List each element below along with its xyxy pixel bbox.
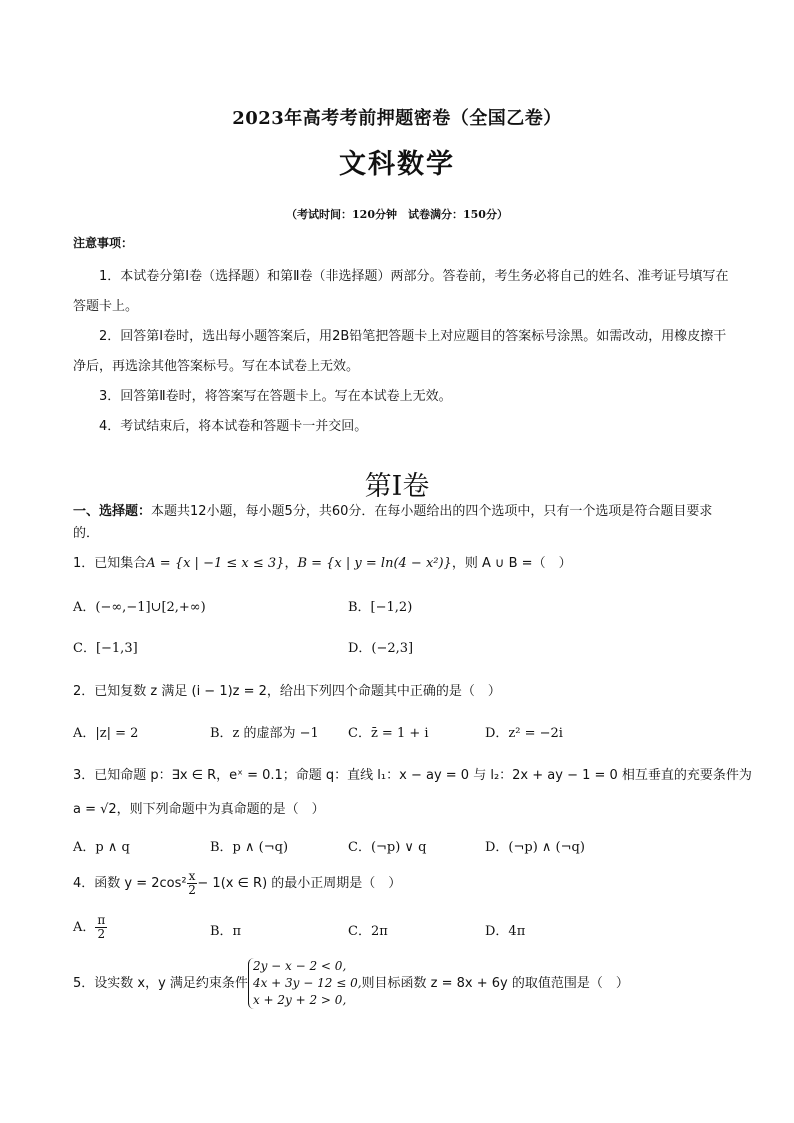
part-heading: 第Ⅰ卷 [364, 471, 430, 502]
option-a: A． $\frac{\pi}{2}$ [73, 913, 106, 941]
option-d: D．4π [485, 924, 526, 939]
option-c: C．z̄ = 1 + i [348, 726, 429, 741]
constraint: x + 2y + 2 > 0, [252, 993, 347, 1007]
option-a: A．(−∞,−1]∪[2,+∞) [73, 600, 206, 615]
option-d: D．(¬p) ∧ (¬q) [485, 840, 585, 855]
question-2-stem: 2．已知复数 z 满足 (i − 1)z = 2，给出下列四个命题其中正确的是（ ） [73, 684, 501, 699]
notice-item: 3．回答第Ⅱ卷时，将答案写在答题卡上。写在本试卷上无效。 [99, 389, 452, 404]
notice-item: 4．考试结束后，将本试卷和答题卡一并交回。 [99, 419, 368, 434]
option-a: A．|z| = 2 [73, 726, 139, 741]
question-4-stem: 4．函数 y = 2cos² $\frac{x}{2}$ − 1(x ∈ R) 的最小正周期是（ ） [73, 869, 402, 897]
exam-title: 2023年高考考前押题密卷（全国乙卷） [232, 108, 562, 129]
section-text: 本题共12小题，每小题5分，共60分．在每小题给出的四个选项中，只有一个选项是符合题目要求的． [73, 504, 713, 541]
set-b: B = {x | y = ln(4 − x²)} [297, 556, 452, 571]
constraint-system [248, 958, 362, 1009]
option-b: B．p ∧ (¬q) [210, 840, 289, 855]
question-3-stem-line2: a = √2，则下列命题中为真命题的是（ ） [73, 802, 325, 817]
fraction: $\frac{\pi}{2}$ [97, 913, 106, 941]
notice-list [73, 262, 733, 442]
constraint: 4x + 3y − 12 ≤ 0, [252, 976, 362, 990]
fraction: $\frac{x}{2}$ [188, 869, 196, 897]
option-a: A．p ∧ q [73, 840, 130, 855]
notice-item: 2．回答第Ⅰ卷时，选出每小题答案后，用2B铅笔把答题卡上对应题目的答案标号涂黑。如需改动，用橡皮擦干净后，再选涂其他答案标号。写在本试卷上无效。 [73, 329, 727, 374]
option-c: C．[−1,3] [73, 641, 138, 656]
constraint: 2y − x − 2 < 0, [252, 959, 347, 973]
option-d: D．z² = −2i [485, 726, 563, 741]
section-lead: 一、选择题： [73, 504, 152, 519]
question-1-stem: 1．已知集合A = {x | −1 ≤ x ≤ 3}，B = {x | y = ln(4 − x²)}，则 A ∪ B =（ ） [73, 556, 572, 571]
option-c: C．2π [348, 924, 388, 939]
option-b: B．[−1,2) [348, 600, 413, 615]
option-b: B．π [210, 924, 242, 939]
option-c: C．(¬p) ∨ q [348, 840, 427, 855]
option-b: B．z 的虚部为 −1 [210, 726, 319, 741]
section-instructions [73, 501, 733, 545]
question-3-stem-line1: 3．已知命题 p：∃x ∈ R，eˣ = 0.1；命题 q：直线 l₁：x − ay = 0 与 l₂：2x + ay − 1 = 0 相互垂直的充要条件为 [73, 768, 752, 783]
set-a: A = {x | −1 ≤ x ≤ 3} [146, 556, 285, 571]
option-d: D．(−2,3] [348, 641, 414, 656]
notice-heading: 注意事项： [73, 236, 134, 250]
subject-title: 文科数学 [339, 149, 455, 180]
question-5-stem: 5．设实数 x，y 满足约束条件 2y − x − 2 < 0, 4x + 3y − 12 ≤ 0, x + 2y + 2 > 0, 则目标函数 z = 8x + 6y 的取值范围是（ ） [73, 959, 629, 1007]
notice-item: 1．本试卷分第Ⅰ卷（选择题）和第Ⅱ卷（非选择题）两部分。答卷前，考生务必将自己的姓名、准考证号填写在答题卡上。 [73, 269, 729, 314]
exam-info: （考试时间：120分钟 试卷满分：150分） [286, 208, 508, 221]
